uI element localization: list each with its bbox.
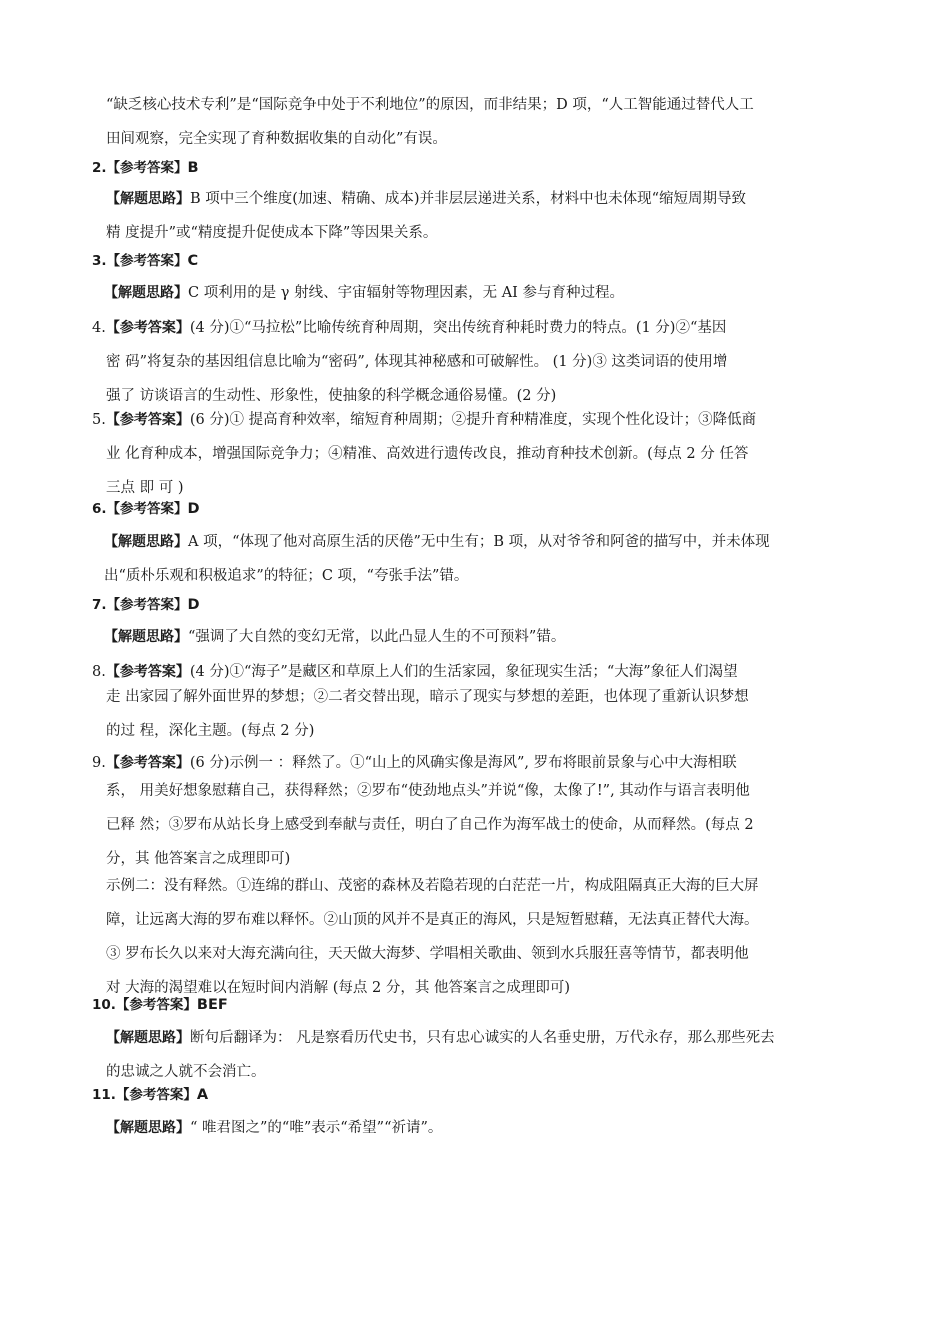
question-number: 3. bbox=[92, 253, 107, 269]
text-line: 田间观察，完全实现了育种数据收集的自动化”有误。 bbox=[106, 131, 447, 147]
answer-label: 【参考答案】 bbox=[105, 412, 190, 428]
explanation-text: C 项利用的是 γ 射线、宇宙辐射等物理因素，无 AI 参与育种过程。 bbox=[188, 285, 625, 301]
answer-label: 【参考答案】 bbox=[105, 664, 190, 680]
text-line: 的过 程，深化主题。(每点 2 分) bbox=[106, 723, 315, 739]
answer-label: 【参考答案】 bbox=[106, 597, 188, 613]
text-line: 精 度提升”或“精度提升促使成本下降”等因果关系。 bbox=[106, 225, 438, 241]
q6-explanation bbox=[104, 525, 770, 593]
q5-block bbox=[92, 403, 756, 437]
q8-continuation bbox=[106, 680, 749, 748]
text-line: 密 码”将复杂的基因组信息比喻为“密码”, 体现其神秘感和可破解性。 (1 分)③ 这类词语的使用增 bbox=[106, 354, 728, 370]
explanation-text: B 项中三个维度(加速、精确、成本)并非层层递进关系，材料中也未体现“缩短周期导致 bbox=[190, 191, 746, 207]
text-line: “缺乏核心技术专利”是“国际竞争中处于不利地位”的原因，而非结果；D 项，“人工智能通过替代人工 bbox=[106, 97, 754, 113]
q3-explanation bbox=[104, 276, 624, 310]
question-number: 7. bbox=[92, 597, 107, 613]
text-line: 已释 然；③罗布从站长身上感受到奉献与责任，明白了自己作为海军战士的使命，从而释然。(每点 2 bbox=[106, 817, 754, 833]
explanation-label: 【解题思路】 bbox=[106, 191, 190, 207]
explanation-text: 断句后翻译为： 凡是察看历代史书，只有忠心诚实的人名垂史册，万代永存，那么那些死去 bbox=[190, 1030, 775, 1046]
explanation-text: “ 唯君图之”的“唯”表示“希望”“祈请”。 bbox=[190, 1120, 443, 1136]
answer-label: 【参考答案】 bbox=[115, 1087, 197, 1103]
question-number: 8. bbox=[92, 664, 106, 680]
q3-answer-header bbox=[92, 244, 198, 278]
question-number: 2. bbox=[92, 160, 107, 176]
answer-label: 【参考答案】 bbox=[106, 253, 188, 269]
q11-answer-header bbox=[92, 1078, 208, 1112]
answer-value: A bbox=[196, 1087, 209, 1103]
text-line: 的忠诚之人就不会消亡。 bbox=[106, 1064, 266, 1080]
answer-text: (4 分)①“海子”是藏区和草原上人们的生活家园，象征现实生活；“大海”象征人们渴望 bbox=[189, 664, 738, 680]
answer-value: BEF bbox=[196, 997, 228, 1013]
text-line: 走 出家园了解外面世界的梦想；②二者交替出现，暗示了现实与梦想的差距，也体现了重新认识梦想 bbox=[106, 689, 749, 705]
answer-value: C bbox=[187, 253, 199, 269]
answer-label: 【参考答案】 bbox=[115, 997, 197, 1013]
explanation-label: 【解题思路】 bbox=[104, 534, 188, 550]
text-line: 分，其 他答案言之成理即可) bbox=[106, 851, 291, 867]
text-line: 三点 即 可 ) bbox=[106, 480, 184, 496]
answer-text: (6 分)① 提高育种效率，缩短育种周期；②提升育种精准度，实现个性化设计；③降低商 bbox=[189, 412, 757, 428]
question-number: 11. bbox=[92, 1087, 116, 1103]
answer-value: B bbox=[187, 160, 199, 176]
answer-label: 【参考答案】 bbox=[106, 160, 188, 176]
q4-block bbox=[92, 311, 726, 345]
explanation-text: A 项，“体现了他对高原生活的厌倦”无中生有；B 项，从对爷爷和阿爸的描写中，并未体现 bbox=[188, 534, 770, 550]
q10-answer-header bbox=[92, 988, 228, 1022]
text-line: 系， 用美好想象慰藉自己，获得释然；②罗布“使劲地点头”并说“像，太像了!”, 其动作与语言表明他 bbox=[106, 783, 750, 799]
q2-explanation bbox=[106, 182, 746, 250]
answer-label: 【参考答案】 bbox=[106, 501, 188, 517]
text-line: 业 化育种成本，增强国际竞争力；④精准、高效进行遗传改良，推动育种技术创新。(每点 2 分 任答 bbox=[106, 446, 749, 462]
answer-text: (4 分)①“马拉松”比喻传统育种周期，突出传统育种耗时费力的特点。(1 分)②“基因 bbox=[189, 320, 727, 336]
q5-continuation bbox=[106, 437, 748, 505]
explanation-label: 【解题思路】 bbox=[104, 285, 188, 301]
question-number: 5. bbox=[92, 412, 106, 428]
q7-answer-header bbox=[92, 588, 200, 622]
text-line: 对 大海的渴望难以在短时间内消解 (每点 2 分，其 他答案言之成理即可) bbox=[106, 980, 571, 996]
q9-continuation bbox=[106, 774, 754, 876]
q9-example-two bbox=[106, 869, 759, 1005]
explanation-text: “强调了大自然的变幻无常，以此凸显人生的不可预料”错。 bbox=[188, 629, 566, 645]
answer-text: (6 分)示例一 ：释然了。①“山上的风确实像是海风”, 罗布将眼前景象与心中大海相联 bbox=[189, 755, 737, 771]
explanation-label: 【解题思路】 bbox=[106, 1120, 190, 1136]
answer-value: D bbox=[187, 501, 200, 517]
text-line: 示例二：没有释然。①连绵的群山、茂密的森林及若隐若现的白茫茫一片，构成阻隔真正大海的巨大屏 bbox=[106, 878, 759, 894]
intro-continuation bbox=[106, 88, 754, 156]
explanation-label: 【解题思路】 bbox=[106, 1030, 190, 1046]
question-number: 6. bbox=[92, 501, 107, 517]
text-line: 强了 访谈语言的生动性、形象性，使抽象的科学概念通俗易懂。(2 分) bbox=[106, 388, 557, 404]
explanation-label: 【解题思路】 bbox=[104, 629, 188, 645]
q11-explanation bbox=[106, 1111, 442, 1145]
question-number: 9. bbox=[92, 755, 106, 771]
question-number: 4. bbox=[92, 320, 106, 336]
q7-explanation bbox=[104, 620, 565, 654]
text-line: ③ 罗布长久以来对大海充满向往，天天做大海梦、学唱相关歌曲、领到水兵服狂喜等情节，都表明他 bbox=[106, 946, 749, 962]
question-number: 10. bbox=[92, 997, 116, 1013]
text-line: 出“质朴乐观和积极追求”的特征；C 项，“夸张手法”错。 bbox=[104, 568, 469, 584]
q2-answer-header bbox=[92, 151, 199, 185]
answer-label: 【参考答案】 bbox=[105, 755, 190, 771]
q6-answer-header bbox=[92, 492, 200, 526]
answer-value: D bbox=[187, 597, 200, 613]
answer-label: 【参考答案】 bbox=[105, 320, 190, 336]
text-line: 障，让远离大海的罗布难以释怀。②山顶的风并不是真正的海风，只是短暂慰藉，无法真正替代大海。 bbox=[106, 912, 759, 928]
